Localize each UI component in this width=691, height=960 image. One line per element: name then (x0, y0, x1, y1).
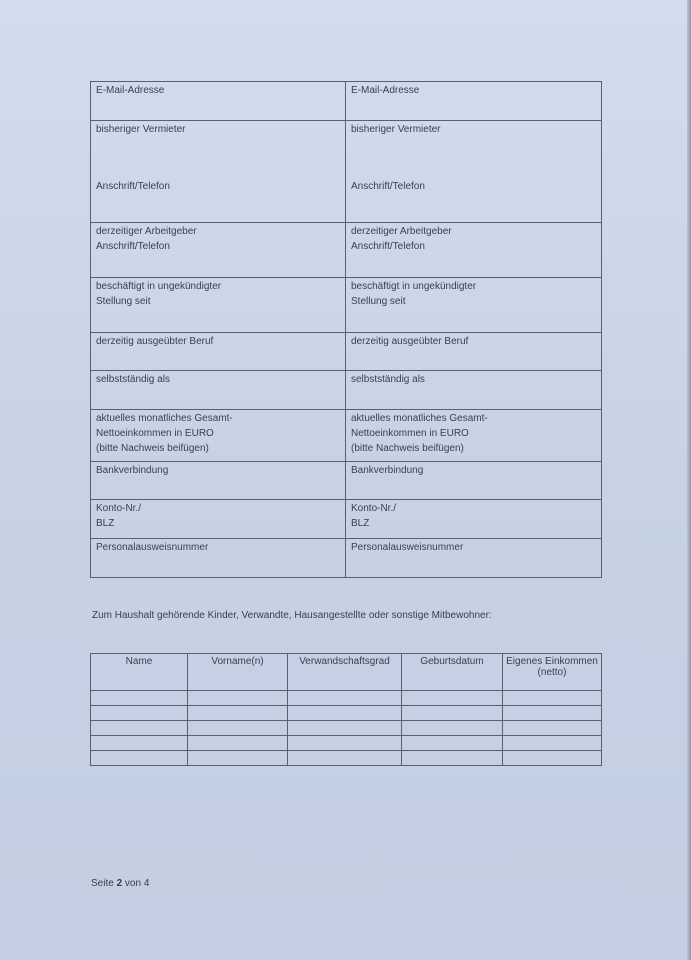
id-number-cell-1[interactable] (91, 539, 346, 578)
cell-label: Konto-Nr./ BLZ (351, 503, 397, 529)
cell-label: selbstständig als (351, 374, 425, 385)
column-header-relationship: Verwandschaftsgrad (288, 654, 402, 691)
household-cell[interactable] (288, 736, 402, 751)
bank-cell-2[interactable] (346, 462, 602, 500)
cell-label: derzeitiger Arbeitgeber Anschrift/Telefon (351, 226, 452, 252)
self-employed-cell-2[interactable] (346, 371, 602, 410)
household-cell[interactable] (188, 706, 288, 721)
household-header-row (91, 654, 602, 691)
table-row (91, 223, 602, 278)
household-heading: Zum Haushalt gehörende Kinder, Verwandte, Hausangestellte oder sonstige Mitbewohner: (92, 610, 492, 621)
landlord-cell-2[interactable] (346, 121, 602, 223)
household-cell[interactable] (402, 751, 503, 766)
household-cell[interactable] (91, 736, 188, 751)
cell-label: Personalausweisnummer (351, 542, 464, 553)
page-number-middle: von (124, 878, 142, 889)
column-header-first-name: Vorname(n) (188, 654, 288, 691)
household-cell[interactable] (188, 736, 288, 751)
table-row (91, 371, 602, 410)
applicant-info-table (90, 81, 602, 578)
household-cell[interactable] (503, 751, 602, 766)
page-number-prefix: Seite (91, 878, 114, 889)
table-row (91, 121, 602, 223)
net-income-cell-2[interactable] (346, 410, 602, 462)
cell-label: Konto-Nr./ BLZ (96, 503, 142, 529)
cell-label: aktuelles monatliches Gesamt- Nettoeinkommen in EURO (bitte Nachweis beifügen) (351, 413, 488, 454)
household-row (91, 751, 602, 766)
household-cell[interactable] (288, 706, 402, 721)
net-income-cell-1[interactable] (91, 410, 346, 462)
household-cell[interactable] (91, 721, 188, 736)
email-cell-1[interactable] (91, 82, 346, 121)
employment-since-cell-2[interactable] (346, 278, 602, 333)
cell-label: Anschrift/Telefon (351, 181, 425, 192)
column-header-name: Name (91, 654, 188, 691)
household-cell[interactable] (503, 721, 602, 736)
table-row (91, 333, 602, 371)
household-cell[interactable] (503, 736, 602, 751)
household-cell[interactable] (91, 751, 188, 766)
employment-since-cell-1[interactable] (91, 278, 346, 333)
employer-cell-1[interactable] (91, 223, 346, 278)
cell-label: derzeitiger Arbeitgeber Anschrift/Telefon (96, 226, 197, 252)
occupation-cell-1[interactable] (91, 333, 346, 371)
email-cell-2[interactable] (346, 82, 602, 121)
current-page: 2 (116, 878, 123, 889)
household-row (91, 691, 602, 706)
table-row (91, 462, 602, 500)
cell-label: bisheriger Vermieter (96, 124, 186, 135)
cell-label: derzeitig ausgeübter Beruf (351, 336, 469, 347)
self-employed-cell-1[interactable] (91, 371, 346, 410)
column-header-birth-date: Geburtsdatum (402, 654, 503, 691)
cell-label: E-Mail-Adresse (351, 85, 420, 96)
cell-label: Anschrift/Telefon (96, 181, 170, 192)
bank-cell-1[interactable] (91, 462, 346, 500)
landlord-cell-1[interactable] (91, 121, 346, 223)
household-cell[interactable] (402, 691, 503, 706)
account-cell-1[interactable] (91, 500, 346, 539)
household-cell[interactable] (188, 721, 288, 736)
table-row (91, 410, 602, 462)
household-cell[interactable] (91, 691, 188, 706)
cell-label: Bankverbindung (96, 465, 169, 476)
household-cell[interactable] (402, 706, 503, 721)
household-cell[interactable] (503, 706, 602, 721)
cell-label: beschäftigt in ungekündigter Stellung seit (96, 281, 222, 307)
occupation-cell-2[interactable] (346, 333, 602, 371)
household-table (90, 653, 602, 766)
household-cell[interactable] (402, 736, 503, 751)
cell-label: E-Mail-Adresse (96, 85, 165, 96)
id-number-cell-2[interactable] (346, 539, 602, 578)
column-header-own-income: Eigenes Einkommen (netto) (503, 654, 602, 691)
household-row (91, 706, 602, 721)
cell-label: beschäftigt in ungekündigter Stellung seit (351, 281, 477, 307)
household-cell[interactable] (288, 691, 402, 706)
household-cell[interactable] (288, 721, 402, 736)
total-pages: 4 (143, 878, 150, 889)
table-row (91, 278, 602, 333)
table-row (91, 82, 602, 121)
page-edge (687, 0, 691, 960)
household-cell[interactable] (188, 691, 288, 706)
household-row (91, 736, 602, 751)
household-cell[interactable] (288, 751, 402, 766)
cell-label: bisheriger Vermieter (351, 124, 441, 135)
employer-cell-2[interactable] (346, 223, 602, 278)
page-number (91, 877, 149, 890)
household-cell[interactable] (402, 721, 503, 736)
household-cell[interactable] (188, 751, 288, 766)
cell-label: Bankverbindung (351, 465, 424, 476)
cell-label: aktuelles monatliches Gesamt- Nettoeinkommen in EURO (bitte Nachweis beifügen) (96, 413, 233, 454)
table-row (91, 500, 602, 539)
household-cell[interactable] (91, 706, 188, 721)
household-row (91, 721, 602, 736)
table-row (91, 539, 602, 578)
account-cell-2[interactable] (346, 500, 602, 539)
cell-label: derzeitig ausgeübter Beruf (96, 336, 214, 347)
cell-label: Personalausweisnummer (96, 542, 209, 553)
household-cell[interactable] (503, 691, 602, 706)
cell-label: selbstständig als (96, 374, 170, 385)
